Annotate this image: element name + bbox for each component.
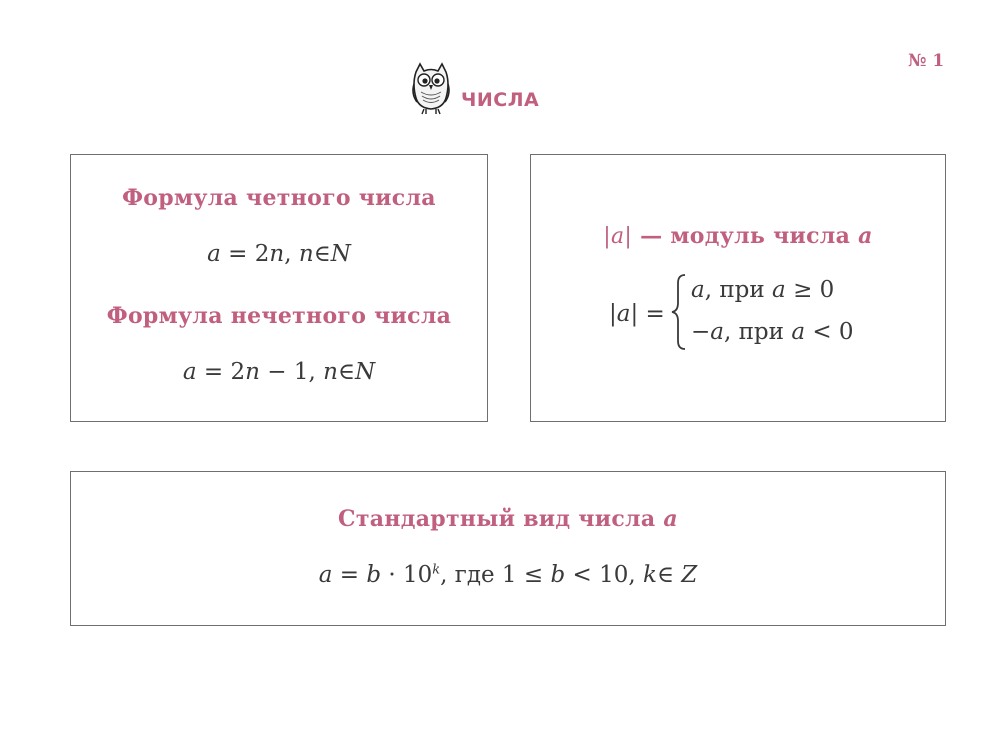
formula-text: = [638,301,665,327]
formula-var: n [298,241,314,267]
formula-text: , при [723,319,792,345]
formula-var: a [616,301,631,327]
formula-text: , [284,241,299,267]
absolute-value-card [530,154,946,422]
formula-text: ≥ 0 [785,277,835,303]
even-heading: Формула четного числа [122,185,436,211]
abs-bar: | [624,224,633,249]
formula-text: = 2 [220,241,270,267]
even-formula [71,241,487,267]
formula-symbol: ∈ [313,241,331,267]
curly-brace-icon [671,273,687,351]
abs-case-positive [691,277,834,303]
formula-var: b [366,562,382,588]
standard-heading-text: Стандартный вид числа [338,506,664,532]
formula-var: N [330,241,351,267]
abs-heading-text: — модуль числа [632,223,859,249]
standard-heading [71,506,945,532]
formula-var: a [611,224,625,249]
formula-text: = 2 [196,359,246,385]
formula-text: < 0 [805,319,854,345]
formula-var: Z [673,562,698,588]
even-odd-formula-card [70,154,488,422]
formula-var: b [550,562,566,588]
formula-exponent: k [432,562,441,578]
formula-symbol: ∈ [656,562,674,588]
page-number: № 1 [908,51,945,71]
formula-var: k [643,562,657,588]
formula-text: − 1, [259,359,324,385]
formula-text: , где 1 ≤ [440,562,551,588]
formula-var: a [691,277,705,303]
formula-var: a [182,359,197,385]
formula-var: a [207,241,221,267]
owl-icon [410,62,452,116]
formula-text: · 10 [381,562,433,588]
abs-heading [531,223,945,249]
formula-text: = [332,562,367,588]
section-title: ЧИСЛА [461,89,540,111]
formula-text: < 10, [565,562,643,588]
formula-var: a [858,223,873,249]
formula-var: a [318,562,333,588]
formula-var: N [354,359,376,385]
abs-definition [609,273,909,353]
formula-text: , при [704,277,773,303]
formula-symbol: ∈ [337,359,355,385]
formula-var: a [791,319,806,345]
formula-var: n [323,359,338,385]
formula-var: a [663,506,678,532]
formula-var: −a [691,319,724,345]
standard-formula [71,562,945,588]
odd-heading: Формула нечетного числа [106,303,452,329]
standard-form-card [70,471,946,626]
formula-var: n [245,359,260,385]
abs-lhs: |a| = [609,301,665,327]
abs-case-negative [691,319,854,345]
formula-var: a [772,277,786,303]
odd-formula [71,359,487,385]
formula-var: n [269,241,285,267]
abs-bar: | [603,224,611,249]
